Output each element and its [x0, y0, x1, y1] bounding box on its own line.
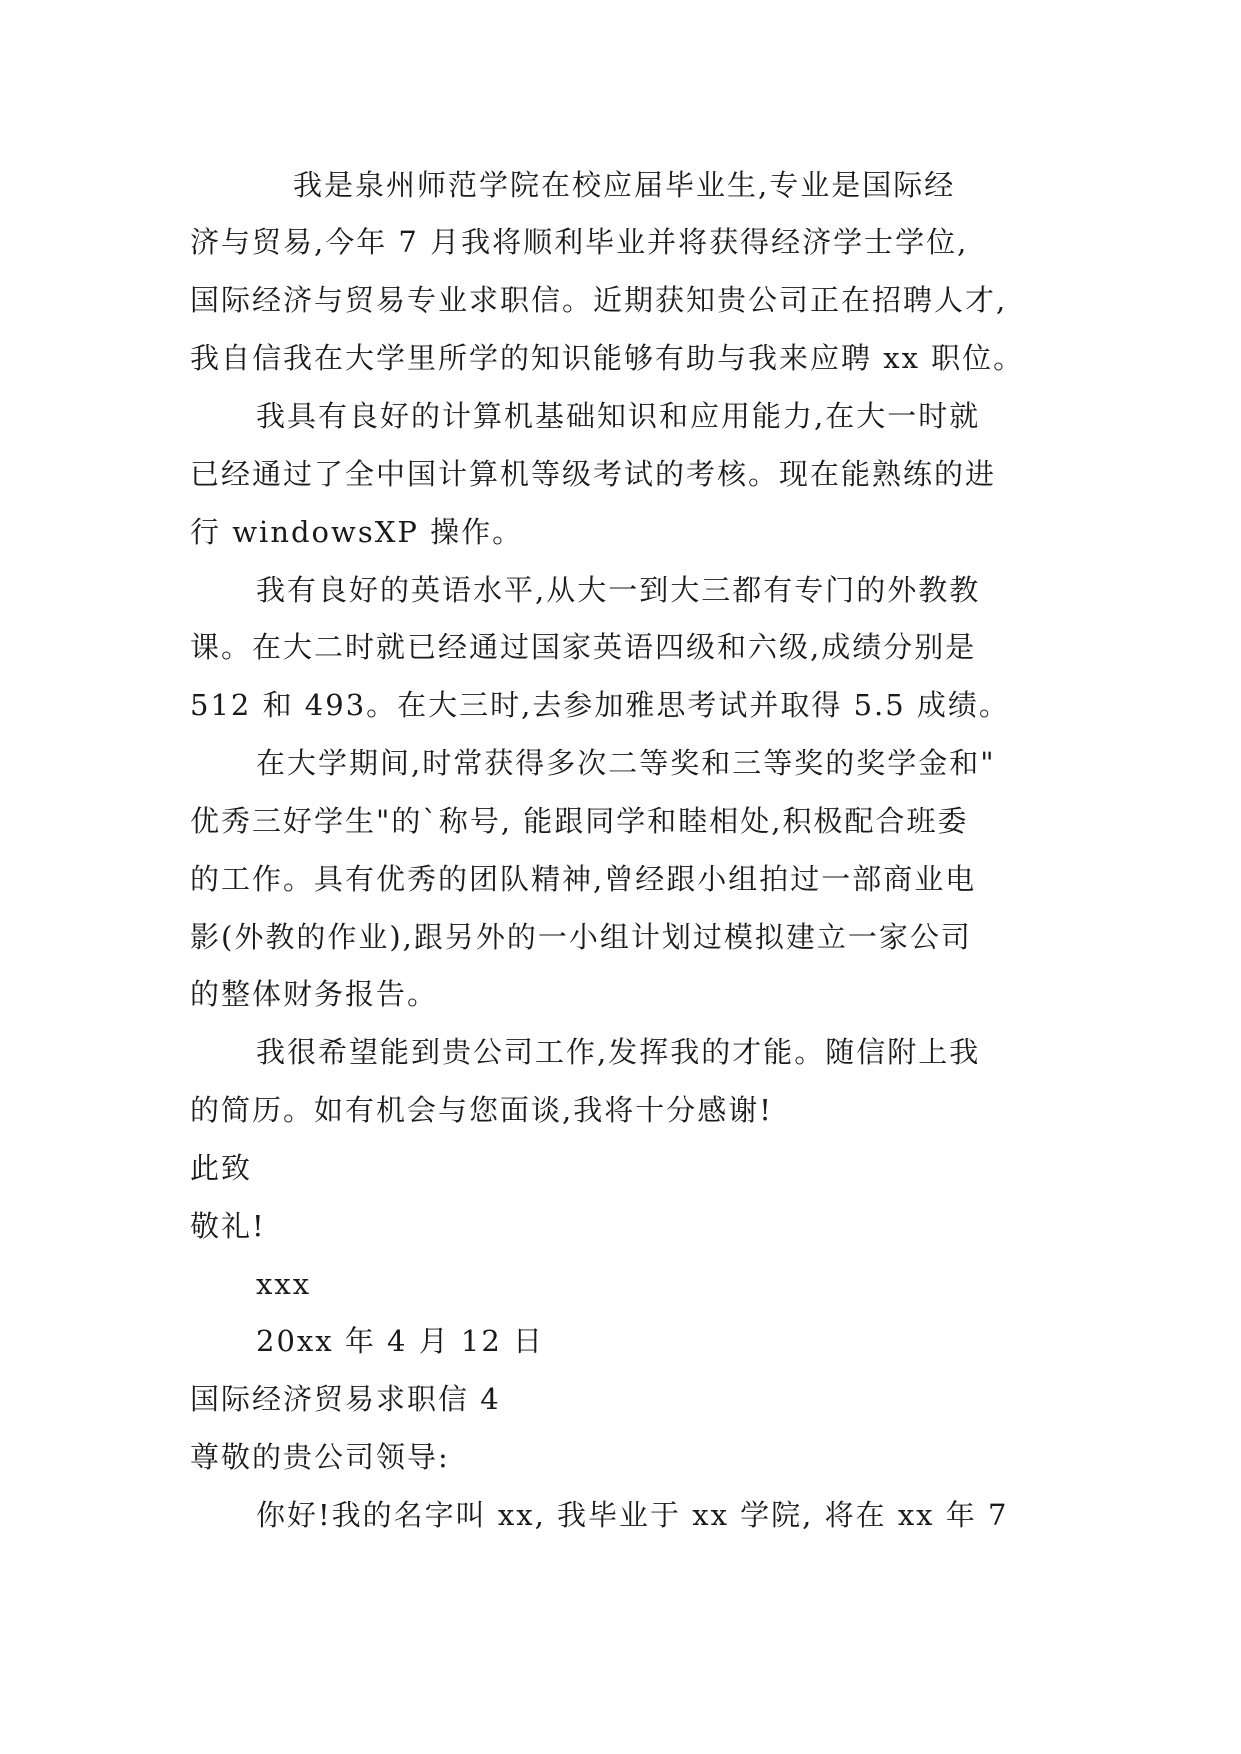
text-line: 你好!我的名字叫 xx, 我毕业于 xx 学院, 将在 xx 年 7	[256, 1498, 1009, 1532]
signature-date: 20xx 年 4 月 12 日	[256, 1324, 545, 1358]
text-line: 的简历。如有机会与您面谈,我将十分感谢!	[190, 1093, 773, 1127]
text-line: 行 windowsXP 操作。	[190, 515, 524, 549]
text-line: 我很希望能到贵公司工作,发挥我的才能。随信附上我	[256, 1035, 981, 1069]
signature-name: xxx	[256, 1267, 312, 1301]
text-line: 已经通过了全中国计算机等级考试的考核。现在能熟练的进	[190, 457, 997, 491]
text-line: 影(外教的作业),跟另外的一小组计划过模拟建立一家公司	[190, 920, 972, 954]
text-line: 国际经济与贸易专业求职信。近期获知贵公司正在招聘人才,	[190, 283, 1008, 317]
text-line: 我具有良好的计算机基础知识和应用能力,在大一时就	[256, 399, 981, 433]
text-line: 的整体财务报告。	[190, 977, 439, 1011]
text-line: 济与贸易,今年 7 月我将顺利毕业并将获得经济学士学位,	[190, 225, 969, 259]
text-line: 的工作。具有优秀的团队精神,曾经跟小组拍过一部商业电	[190, 862, 977, 896]
text-line: 我有良好的英语水平,从大一到大三都有专门的外教教	[256, 573, 981, 607]
letter-greeting: 尊敬的贵公司领导:	[190, 1440, 450, 1474]
text-line: 优秀三好学生"的`称号, 能跟同学和睦相处,积极配合班委	[190, 804, 969, 838]
closing-regards: 敬礼!	[190, 1209, 266, 1243]
text-line: 512 和 493。在大三时,去参加雅思考试并取得 5.5 成绩。	[190, 688, 1010, 722]
text-line: 课。在大二时就已经通过国家英语四级和六级,成绩分别是	[190, 630, 977, 664]
closing-salutation: 此致	[190, 1151, 253, 1185]
text-line: 在大学期间,时常获得多次二等奖和三等奖的奖学金和"	[256, 746, 996, 780]
text-line: 我是泉州师范学院在校应届毕业生,专业是国际经	[293, 168, 956, 202]
text-line: 我自信我在大学里所学的知识能够有助与我来应聘 xx 职位。	[190, 341, 1025, 375]
section-title: 国际经济贸易求职信 4	[190, 1382, 501, 1416]
